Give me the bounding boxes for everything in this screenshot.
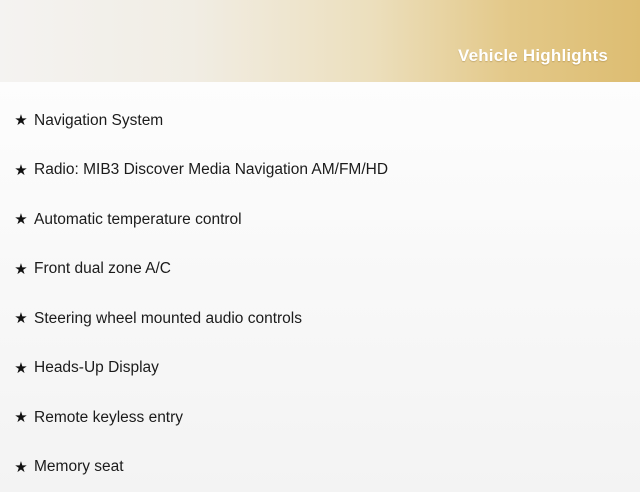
page-title: Vehicle Highlights: [458, 46, 608, 66]
list-item: [0, 344, 640, 394]
list-item-label: Automatic temperature control: [34, 211, 242, 229]
list-item: [0, 96, 640, 146]
list-item: [0, 195, 640, 245]
list-item: [0, 393, 640, 443]
list-item-label: Radio: MIB3 Discover Media Navigation AM/FM/HD: [34, 161, 388, 179]
highlights-list: [0, 82, 640, 492]
star-icon: ★: [8, 163, 34, 178]
star-icon: ★: [8, 262, 34, 277]
star-icon: ★: [8, 113, 34, 128]
list-item: [0, 294, 640, 344]
list-item-label: Heads-Up Display: [34, 359, 159, 377]
list-item: [0, 245, 640, 295]
list-item: [0, 146, 640, 196]
star-icon: ★: [8, 212, 34, 227]
list-item-label: Front dual zone A/C: [34, 260, 171, 278]
star-icon: ★: [8, 361, 34, 376]
list-item: [0, 443, 640, 492]
list-item-label: Memory seat: [34, 458, 124, 476]
list-item-label: Remote keyless entry: [34, 409, 183, 427]
list-item-label: Steering wheel mounted audio controls: [34, 310, 302, 328]
star-icon: ★: [8, 460, 34, 475]
list-item-label: Navigation System: [34, 112, 163, 130]
panel-header: [0, 0, 640, 82]
star-icon: ★: [8, 410, 34, 425]
star-icon: ★: [8, 311, 34, 326]
